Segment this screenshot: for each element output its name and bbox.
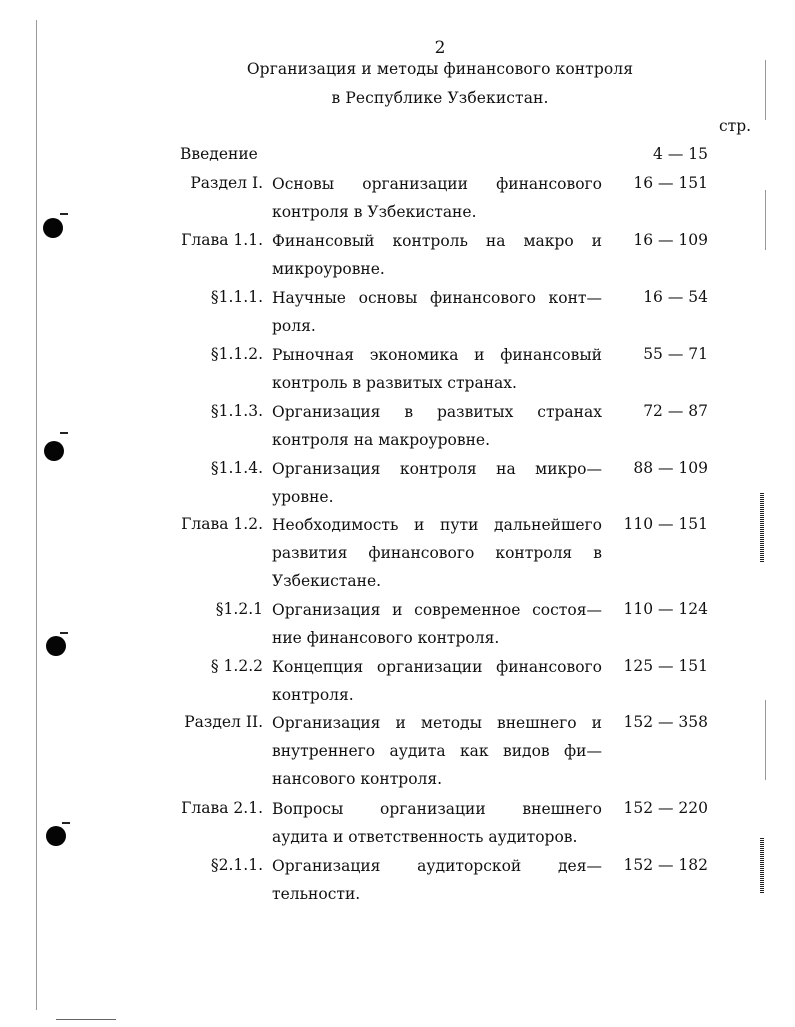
toc-intro-pages: 4 — 15 xyxy=(653,145,708,163)
toc-entry-line: Концепция организации финансового xyxy=(272,658,602,676)
toc-entry-pages: 72 — 87 xyxy=(643,402,708,420)
toc-entry-line: Необходимость и пути дальнейшего xyxy=(272,516,602,534)
scan-edge-line xyxy=(765,190,766,250)
toc-entry-title xyxy=(272,231,602,287)
punch-hole-tick xyxy=(60,432,68,434)
toc-entry-number: §1.1.2. xyxy=(210,345,263,363)
toc-entry-title xyxy=(272,459,602,515)
toc-entry-number: §1.2.1 xyxy=(215,600,263,618)
toc-entry-pages: 55 — 71 xyxy=(643,345,708,363)
toc-entry-number: Глава 2.1. xyxy=(181,799,263,817)
toc-entry-number: Раздел I. xyxy=(190,174,263,192)
toc-entry-line: нансового контроля. xyxy=(272,770,443,788)
toc-entry-title xyxy=(272,402,602,458)
scan-edge-line xyxy=(36,20,37,1010)
toc-entry-number: §1.1.1. xyxy=(210,288,263,306)
toc-entry-line: Организация контроля на микро— xyxy=(272,460,602,478)
toc-entry-title xyxy=(272,799,602,855)
toc-entry-line: развития финансового контроля в xyxy=(272,544,602,562)
scan-smudge xyxy=(56,1019,116,1020)
toc-entry-line: Финансовый контроль на макро и xyxy=(272,232,602,250)
toc-entry-title xyxy=(272,174,602,230)
toc-entry-title xyxy=(272,345,602,401)
toc-entry-pages: 16 — 151 xyxy=(633,174,708,192)
toc-entry-number: Глава 1.1. xyxy=(181,231,263,249)
toc-entry-pages: 152 — 358 xyxy=(623,713,708,731)
toc-entry-title xyxy=(272,713,602,797)
scan-barcode-mark xyxy=(760,493,764,563)
toc-entry-line: Организация и современное состоя— xyxy=(272,601,602,619)
toc-entry-line: Вопросы организации внешнего xyxy=(272,800,602,818)
toc-entry-line: аудита и ответственность аудиторов. xyxy=(272,828,578,846)
toc-entry-line: Основы организации финансового xyxy=(272,175,602,193)
toc-entry-pages: 16 — 109 xyxy=(633,231,708,249)
toc-entry-title xyxy=(272,600,602,656)
toc-entry-line: контроля в Узбекистане. xyxy=(272,203,477,221)
toc-intro-title: Введение xyxy=(180,145,258,163)
toc-entry-number: §2.1.1. xyxy=(210,856,263,874)
punch-hole-tick xyxy=(62,822,70,824)
scan-edge-line xyxy=(765,700,766,780)
toc-entry-number: Раздел II. xyxy=(184,713,263,731)
toc-entry-line: Организация аудиторской дея— xyxy=(272,857,602,875)
toc-entry-pages: 110 — 151 xyxy=(623,515,708,533)
punch-hole-icon xyxy=(46,826,66,846)
toc-entry-line: тельности. xyxy=(272,885,361,903)
toc-entry-line: Рыночная экономика и финансовый xyxy=(272,346,602,364)
toc-entry-line: Организация и методы внешнего и xyxy=(272,714,602,732)
toc-entry-title xyxy=(272,515,602,599)
page-number: 2 xyxy=(434,38,446,58)
toc-entry-line: Узбекистане. xyxy=(272,572,382,590)
toc-entry-line: внутреннего аудита как видов фи— xyxy=(272,742,602,760)
toc-entry-pages: 152 — 220 xyxy=(623,799,708,817)
pages-column-label: стр. xyxy=(719,117,752,135)
document-title-line-2: в Республике Узбекистан. xyxy=(331,89,549,107)
scan-barcode-mark xyxy=(760,838,764,893)
toc-entry-pages: 125 — 151 xyxy=(623,657,708,675)
toc-entry-number: §1.1.3. xyxy=(210,402,263,420)
toc-entry-line: контроля на макроуровне. xyxy=(272,431,490,449)
toc-entry-line: уровне. xyxy=(272,488,334,506)
toc-entry-line: контроль в развитых странах. xyxy=(272,374,517,392)
toc-entry-title xyxy=(272,288,602,344)
toc-entry-pages: 88 — 109 xyxy=(633,459,708,477)
toc-entry-line: Организация в развитых странах xyxy=(272,403,602,421)
document-title-line-1: Организация и методы финансового контроля xyxy=(246,60,634,78)
toc-entry-number: § 1.2.2 xyxy=(210,657,263,675)
punch-hole-tick xyxy=(60,213,68,215)
punch-hole-icon xyxy=(46,636,66,656)
punch-hole-tick xyxy=(60,632,68,634)
toc-entry-title xyxy=(272,856,602,912)
toc-entry-line: роля. xyxy=(272,317,316,335)
toc-entry-line: микроуровне. xyxy=(272,260,385,278)
toc-entry-title xyxy=(272,657,602,713)
toc-entry-line: ние финансового контроля. xyxy=(272,629,500,647)
toc-entry-number: Глава 1.2. xyxy=(181,515,263,533)
toc-entry-pages: 16 — 54 xyxy=(643,288,708,306)
toc-entry-line: Научные основы финансового конт— xyxy=(272,289,602,307)
toc-entry-pages: 152 — 182 xyxy=(623,856,708,874)
toc-entry-pages: 110 — 124 xyxy=(623,600,708,618)
punch-hole-icon xyxy=(44,441,64,461)
toc-entry-number: §1.1.4. xyxy=(210,459,263,477)
toc-entry-line: контроля. xyxy=(272,686,354,704)
punch-hole-icon xyxy=(43,218,63,238)
